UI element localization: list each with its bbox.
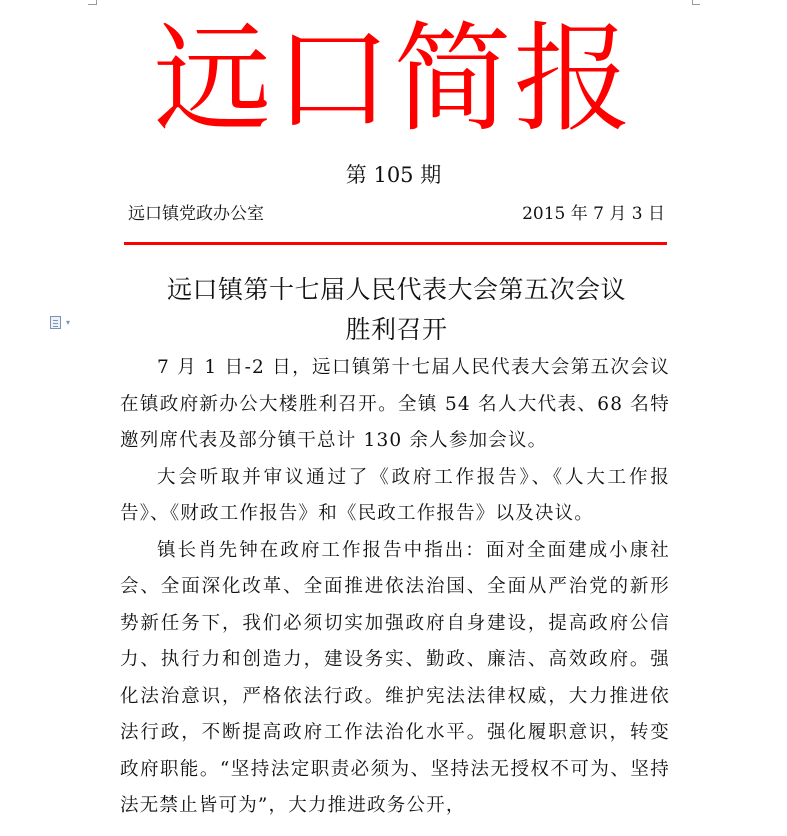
article-body	[120, 350, 670, 825]
crop-mark-left-h	[88, 4, 96, 5]
document-icon[interactable]	[50, 316, 61, 329]
headline-line-1: 远口镇第十七届人民代表大会第五次会议	[166, 275, 626, 304]
headline-line-2: 胜利召开	[345, 315, 448, 344]
article-headline	[110, 270, 683, 350]
paragraph: 镇长肖先钟在政府工作报告中指出：面对全面建成小康社会、全面深化改革、全面推进依法治国、全面从严治党的新形势新任务下，我们必须切实加强政府自身建设，提高政府公信力、执行力和创造力，建设务实、勤政、廉洁、高效政府。强化法治意识，严格依法行政。维护宪法法律权威，大力推进依法行政，不断提高政府工作法治化水平。强化履职意识，转变政府职能。“坚持法定职责必须为、坚持法无授权不可为、坚持法无禁止皆可为”，大力推进政务公开，	[120, 539, 670, 816]
chevron-down-icon[interactable]: ▾	[66, 318, 71, 327]
crop-mark-left	[96, 0, 97, 5]
masthead-title: 远口简报	[153, 10, 634, 148]
paragraph: 大会听取并审议通过了《政府工作报告》、《人大工作报告》、《财政工作报告》和《民政工作报告》以及决议。	[120, 466, 670, 524]
issue-date: 2015 年 7 月 3 日	[522, 204, 665, 224]
issue-number: 第 105 期	[345, 163, 442, 187]
crop-mark-right-h	[692, 4, 700, 5]
issuing-office: 远口镇党政办公室	[128, 204, 264, 224]
paragraph: 7 月 1 日-2 日，远口镇第十七届人民代表大会第五次会议在镇政府新办公大楼胜利召开。全镇 54 名人大代表、68 名特邀列席代表及部分镇干总计 130 余人参加会议。	[120, 357, 670, 451]
red-divider	[124, 242, 667, 245]
